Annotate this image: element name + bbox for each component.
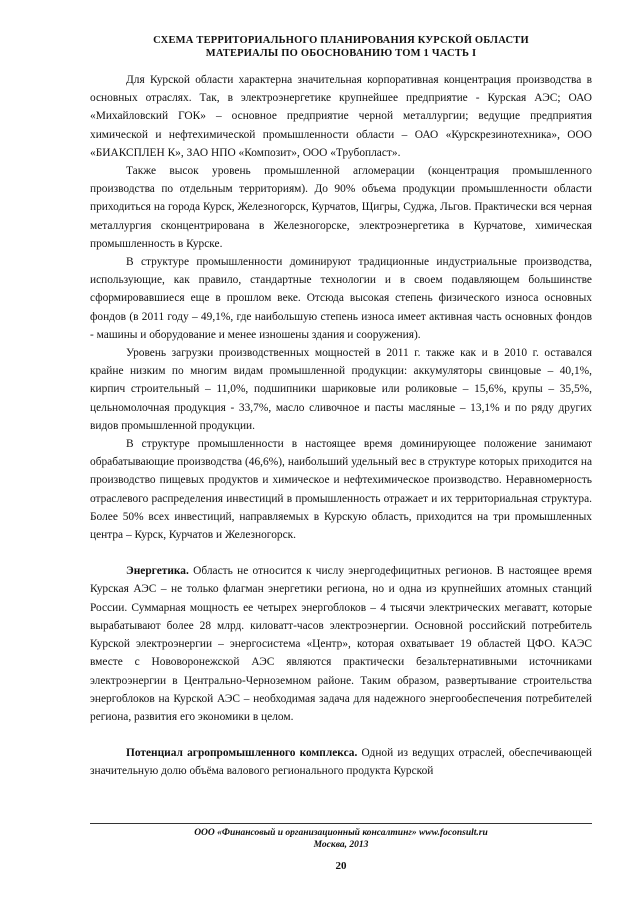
paragraph-capacity-utilization: Уровень загрузки производственных мощностей в 2011 г. также как и в 2010 г. оставался крайне низким по многим видам промышленной продукции: аккумуляторы свинцовые – 40,1%, кирпич строительный – 11,0%, подшипники шариковые или роликовые – 15,6%, крупы – 35,5%, цельномолочная продукция - 33,7%, масло сливочное и пасты масляные – 13,1% и по ряду других видов промышленной продукции.	[90, 347, 592, 432]
document-body	[90, 71, 592, 781]
paragraph-energy	[90, 562, 592, 726]
agro-text: Одной из ведущих отраслей, обеспечивающей значительную долю объёма валового регионального продукта Курской	[90, 747, 592, 778]
footer-city-year: Москва, 2013	[313, 840, 369, 850]
page-number: 20	[335, 860, 347, 872]
energy-text: Область не относится к числу энергодефицитных регионов. В настоящее время Курская АЭС – не только флагман энергетики региона, но и одна из крупнейших атомных станций России. Суммарная мощность ее четырех энергоблоков – 4 тысячи электрических мегаватт, которые вырабатывают более 28 млрд. киловатт-часов электроэнергии. Основной российский потребитель Курской электроэнергии – энергосистема «Центр», которая охватывает 19 областей ЦФО. КАЭС вместе с Нововоронежской АЭС являются практически безальтернативными источниками электроэнергии в Центрально-Черноземном районе. Таким образом, развертывание строительства энергоблоков на Курской АЭС – необходимая задача для надежного энергообеспечения потребителей региона, развития его экономики в целом.	[90, 565, 592, 723]
energy-lead: Энергетика.	[126, 565, 189, 578]
agro-lead: Потенциал агропромышленного комплекса.	[126, 747, 358, 760]
paragraph-manufacturing-share: В структуре промышленности в настоящее время доминирующее положение занимают обрабатывающие производства (46,6%), наибольший удельный вес в структуре которых приходится на производство пищевых продуктов и химическое и нефтехимическое производство. Неравномерность отраслевого распределения инвестиций в промышленность отражает и их территориальная структура. Более 50% всех инвестиций, направляемых в Курскую область, приходится на три промышленных центра – Курск, Курчатов и Железногорск.	[90, 438, 592, 542]
footer-company: ООО «Финансовый и организационный консалтинг» www.foconsult.ru	[194, 828, 488, 838]
paragraph-agro	[90, 744, 592, 780]
header-title: СХЕМА ТЕРРИТОРИАЛЬНОГО ПЛАНИРОВАНИЯ КУРСКОЙ ОБЛАСТИ	[153, 35, 529, 46]
paragraph-industry-structure: В структуре промышленности доминируют традиционные индустриальные производства, использующие, как правило, стандартные технологии и в своем подавляющем большинстве сформировавшиеся еще в прошлом веке. Отсюда высокая степень физического износа основных фондов (в 2011 году – 49,1%, где наибольшую степень износа имеет активная часть основных фондов - машины и оборудование и менее изношены здания и сооружения).	[90, 256, 592, 341]
page-header	[90, 34, 592, 60]
page-footer	[90, 827, 592, 851]
paragraph-corporate-concentration: Для Курской области характерна значительная корпоративная концентрация производства в основных отраслях. Так, в электроэнергетике крупнейшее предприятие - Курская АЭС; ОАО «Михайловский ГОК» – основное предприятие черной металлургии; ведущие предприятия химической и нефтехимической промышленности области – ОАО «Курскрезинотехника», ООО «БИАКСПЛЕН К», ЗАО НПО «Композит», ООО «Трубопласт».	[90, 74, 592, 159]
footer-divider	[90, 823, 592, 824]
header-subtitle: МАТЕРИАЛЫ ПО ОБОСНОВАНИЮ ТОМ 1 ЧАСТЬ I	[205, 48, 477, 59]
paragraph-industrial-agglomeration: Также высок уровень промышленной агломерации (концентрация промышленного производства по отдельным территориям). До 90% объема продукции промышленности области приходиться на города Курск, Железногорск, Курчатов, Щигры, Суджа, Льгов. Практически вся черная металлургия сконцентрирована в Железногорске, электроэнергетика в Курчатове, химическая промышленность в Курске.	[90, 165, 592, 250]
